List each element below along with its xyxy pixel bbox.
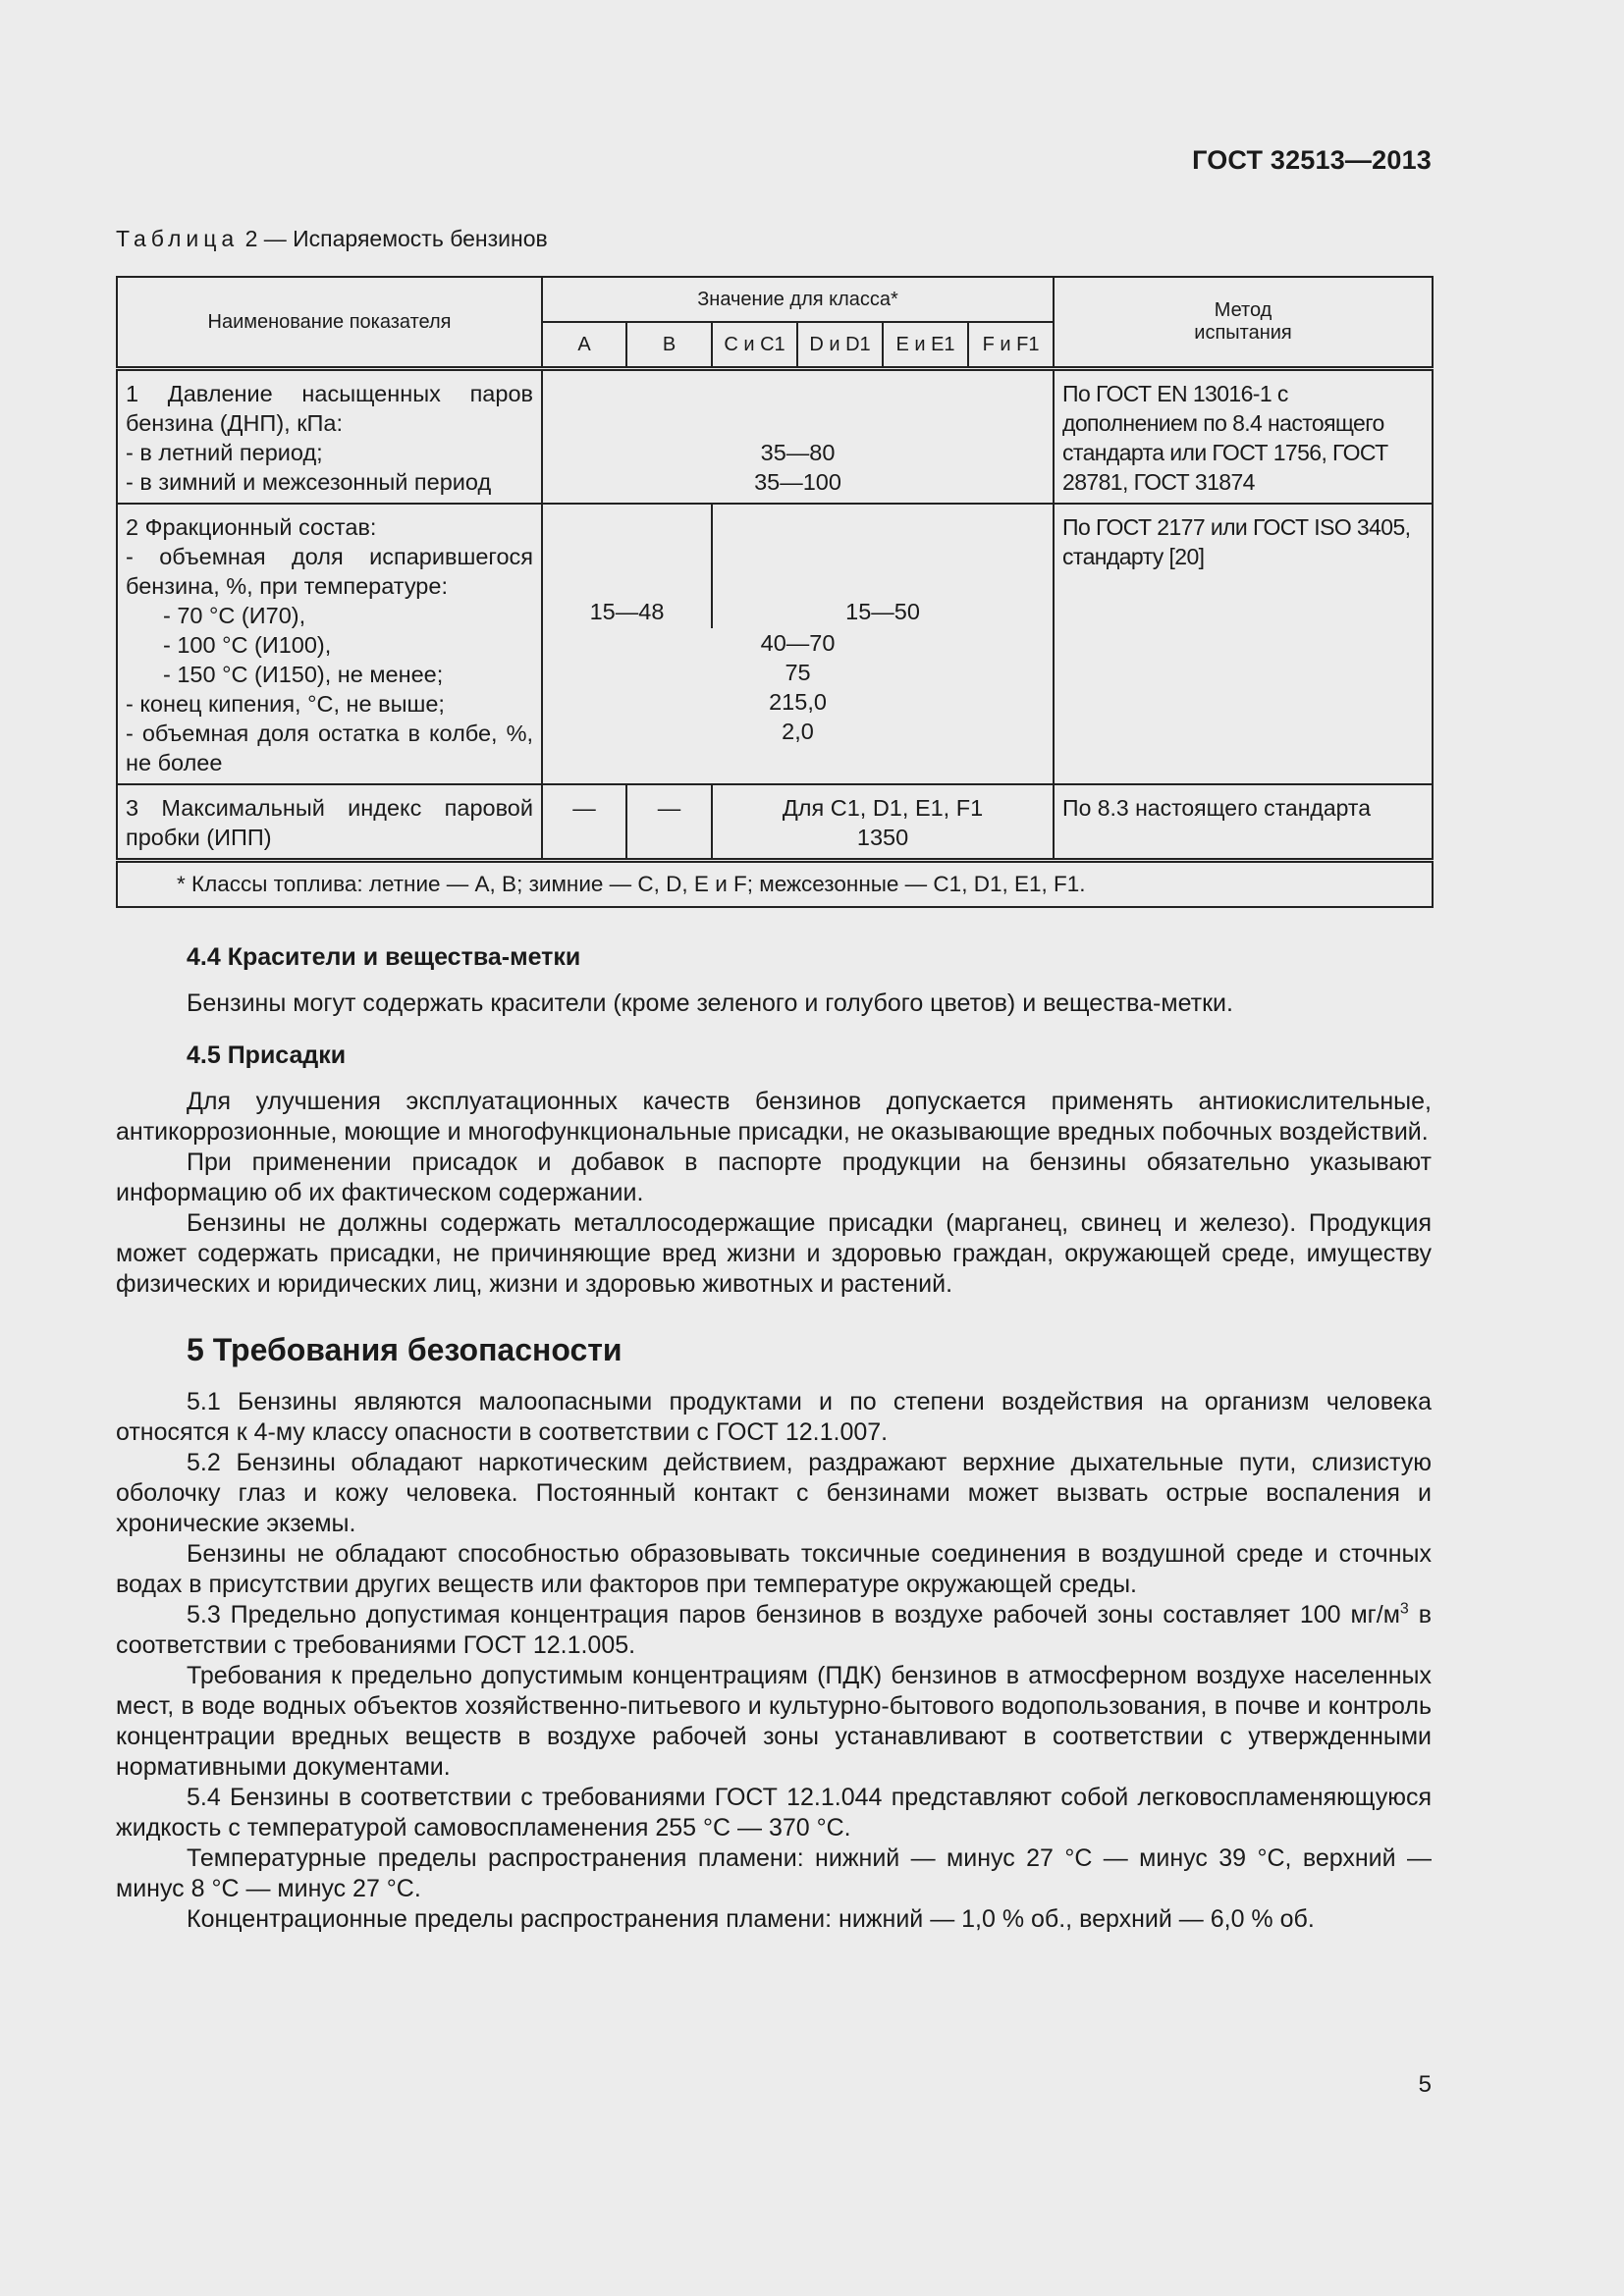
paragraph: Бензины не должны содержать металлосодержащие присадки (марганец, свинец и железо). Продукция может содержать присадки, не причиняющие вред жизни и здоровью граждан, окружающей среде, имуществу физических и юридических лиц, жизни и здоровью животных и растений. [116,1209,1432,1298]
row2-method: По ГОСТ 2177 или ГОСТ ISO 3405, стандарту [20] [1054,504,1433,784]
row1-values: 35—80 35—100 [542,369,1054,505]
page-number: 5 [1418,2071,1432,2098]
row1-name: 1 Давление насыщенных паров бензина (ДНП), кПа: - в летний период; - в зимний и межсезонный период [117,369,542,505]
column-header-name: Наименование показателя [117,277,542,369]
paragraph: 5.2 Бензины обладают наркотическим действием, раздражают верхние дыхательные пути, слизистую оболочку глаз и кожу человека. Постоянный контакт с бензинами может вызвать острые воспаления и хронические экземы. [116,1449,1432,1537]
body-text [116,942,1432,1935]
section-4-5-title: 4.5 Присадки [187,1041,347,1069]
value-i70-rest: 15—50 [845,599,920,624]
section-5-title: 5 Требования безопасности [187,1332,623,1367]
volatility-table [116,276,1434,908]
paragraph: Концентрационные пределы распространения пламени: нижний — 1,0 % об., верхний — 6,0 % об. [187,1905,1315,1933]
row3-value-a: — [542,784,626,861]
paragraph: 5.1 Бензины являются малоопасными продуктами и по степени воздействия на организм человека относятся к 4-му классу опасности в соответствии с ГОСТ 12.1.007. [116,1388,1432,1446]
row3-value-b: — [626,784,712,861]
class-header: F и F1 [968,322,1054,369]
paragraph: Требования к предельно допустимым концентрациям (ПДК) бензинов в атмосферном воздухе населенных мест, в воде водных объектов хозяйственно-питьевого и культурно-бытового водопользования, в почве и контроль концентрации вредных веществ в воздухе рабочей зоны устанавливают в соответствии с утвержденными нормативными документами. [116,1662,1432,1781]
section-4-4-title: 4.4 Красители и вещества-метки [187,943,581,971]
row3-method: По 8.3 настоящего стандарта [1054,784,1433,861]
table-caption-text: 2 — Испаряемость бензинов [244,226,548,251]
paragraph: Бензины могут содержать красители (кроме зеленого и голубого цветов) и вещества-метки. [187,989,1233,1017]
table-caption-prefix: Таблица [116,226,240,251]
column-header-method: Метод испытания [1054,277,1433,369]
table-row [117,784,1433,861]
class-header: Е и Е1 [883,322,968,369]
table-footnote-row [117,861,1433,908]
row3-name: 3 Максимальный индекс паровой пробки (ИПП) [117,784,542,861]
table-footnote: * Классы топлива: летние — А, В; зимние — С, D, Е и F; межсезонные — С1, D1, Е1, F1. [117,861,1433,908]
paragraph: Температурные пределы распространения пламени: нижний — минус 27 °С — минус 39 °С, верхний — минус 8 °С — минус 27 °С. [116,1844,1432,1902]
class-header: D и D1 [797,322,883,369]
paragraph: 5.4 Бензины в соответствии с требованиями ГОСТ 12.1.044 представляют собой легковоспламеняющуюся жидкость с температурой самовоспламенения 255 °С — 370 °С. [116,1784,1432,1842]
row2-name: 2 Фракционный состав: - объемная доля испарившегося бензина, %, при температуре: - 70 °С (И70), - 100 °С (И100), - 150 °С (И150), не менее; - конец кипения, °С, не выше; - объемная доля остатка в колбе, %, не более [117,504,542,784]
row1-method: По ГОСТ EN 13016-1 с дополнением по 8.4 настоящего стандарта или ГОСТ 1756, ГОСТ 28781, ГОСТ 31874 [1054,369,1433,505]
row2-values [542,504,1054,784]
paragraph: При применении присадок и добавок в паспорте продукции на бензины обязательно указывают информацию об их фактическом содержании. [116,1148,1432,1206]
class-header: А [542,322,626,369]
value-i70-ab: 15—48 [589,599,665,624]
paragraph: 5.3 Предельно допустимая концентрация паров бензинов в воздухе рабочей зоны составляет 100 $мг/м^3$ в соответствии с требованиями ГОСТ 12.1.005. [116,1600,1432,1659]
paragraph: Для улучшения эксплуатационных качеств бензинов допускается применять антиокислительные, антикоррозионные, моющие и многофункциональные присадки, не оказывающие вредных побочных воздействий. [116,1088,1432,1146]
standard-header: ГОСТ 32513—2013 [1192,145,1432,175]
value-rest: 40—70 75 215,0 2,0 [760,630,836,744]
table-row [117,369,1433,505]
row3-value-rest: Для С1, D1, Е1, F1 1350 [712,784,1054,861]
table-row [117,504,1433,784]
column-header-value: Значение для класса* [542,277,1054,322]
class-header: В [626,322,712,369]
class-header: С и С1 [712,322,797,369]
paragraph: Бензины не обладают способностью образовывать токсичные соединения в воздушной среде и сточных водах в присутствии других веществ или факторов при температуре окружающей среды. [116,1540,1432,1598]
table-caption [116,226,548,252]
